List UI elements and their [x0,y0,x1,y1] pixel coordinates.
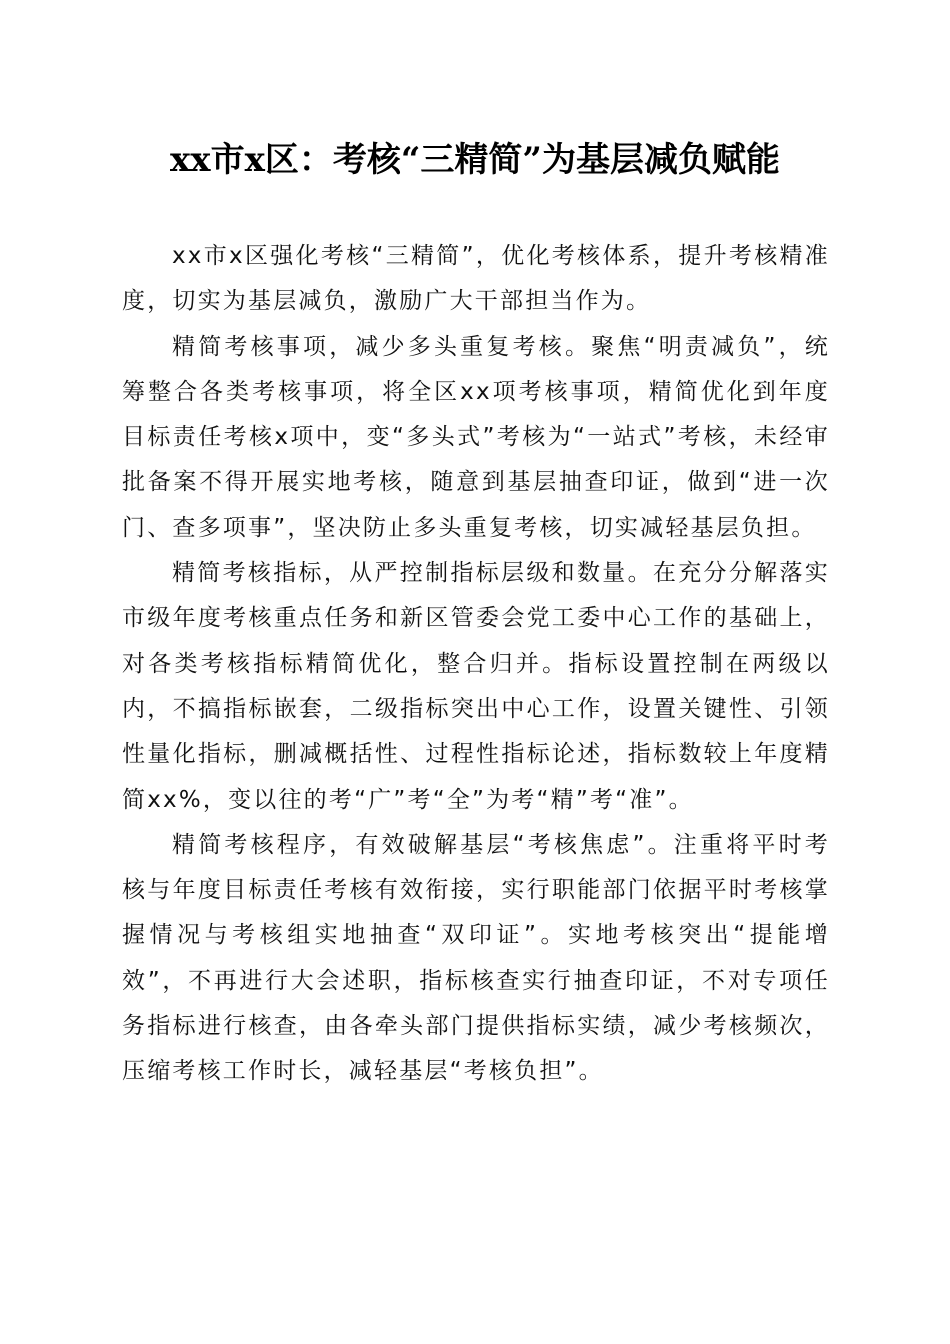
paragraph-streamline-indicators: 精简考核指标，从严控制指标层级和数量。在充分分解落实市级年度考核重点任务和新区管委会党工委中心工作的基础上，对各类考核指标精简优化，整合归并。指标设置控制在两级以内，不搞指标嵌套，二级指标突出中心工作，设置关键性、引领性量化指标，删减概括性、过程性指标论述，指标数较上年度精简xx%，变以往的考“广”考“全”为考“精”考“准”。 [122,560,830,813]
paragraph-intro: xx市x区强化考核“三精简”，优化考核体系，提升考核精准度，切实为基层减负，激励广大干部担当作为。 [122,243,830,315]
document-body [122,234,830,1095]
document-title: xx市x区：考核“三精简”为基层减负赋能 [170,140,780,180]
paragraph-streamline-items: 精简考核事项，减少多头重复考核。聚焦“明责减负”，统筹整合各类考核事项，将全区xx项考核事项，精简优化到年度目标责任考核x项中，变“多头式”考核为“一站式”考核，未经审批备案不得开展实地考核，随意到基层抽查印证，做到“进一次门、查多项事”，坚决防止多头重复考核，切实减轻基层负担。 [122,333,830,541]
paragraph-streamline-procedures: 精简考核程序，有效破解基层“考核焦虑”。注重将平时考核与年度目标责任考核有效衔接，实行职能部门依据平时考核掌握情况与考核组实地抽查“双印证”。实地考核突出“提能增效”，不再进行大会述职，指标核查实行抽查印证，不对专项任务指标进行核查，由各牵头部门提供指标实绩，减少考核频次，压缩考核工作时长，减轻基层“考核负担”。 [122,831,830,1085]
